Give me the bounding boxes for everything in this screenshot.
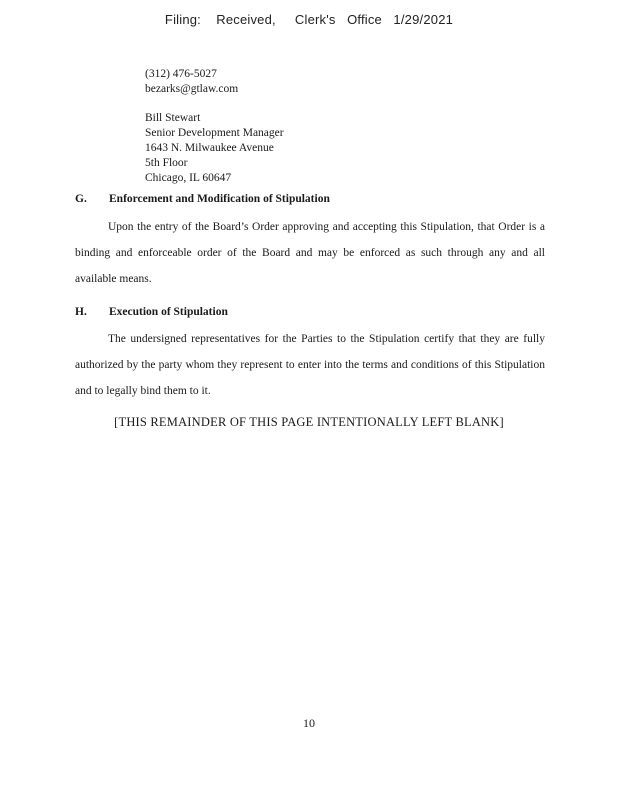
contact-title: Senior Development Manager: [145, 127, 284, 139]
page-number: 10: [303, 716, 315, 730]
intentionally-blank-notice: [THIS REMAINDER OF THIS PAGE INTENTIONALLY LEFT BLANK]: [114, 415, 504, 429]
contact-block-phone-email: [145, 67, 238, 97]
section-h-paragraph: [75, 326, 545, 404]
contact-name: Bill Stewart: [145, 112, 201, 124]
section-g-letter: G.: [75, 193, 87, 205]
contact-city: Chicago, IL 60647: [145, 172, 232, 184]
filing-stamp: Filing: Received, Clerk's Office 1/29/2021: [164, 12, 454, 27]
section-g-paragraph: [75, 214, 545, 292]
contact-email: bezarks@gtlaw.com: [145, 83, 239, 95]
contact-block-address: [145, 111, 284, 186]
section-h-body: The undersigned representatives for the Parties to the Stipulation certify that they are fully authorized by the party whom they represent to enter into the terms and conditions of this Stipulation and to legally bind them to it.: [75, 333, 545, 397]
contact-street: 1643 N. Milwaukee Avenue: [145, 142, 274, 154]
section-h-heading: [75, 306, 228, 318]
section-g-body: Upon the entry of the Board’s Order approving and accepting this Stipulation, that Order is a binding and enforceable order of the Board and may be enforced as such through any and all available means.: [75, 221, 545, 285]
section-g-heading: [75, 193, 330, 205]
contact-phone: (312) 476-5027: [145, 68, 217, 80]
section-g-title: Enforcement and Modification of Stipulation: [109, 193, 330, 205]
contact-floor: 5th Floor: [145, 157, 188, 169]
section-h-letter: H.: [75, 306, 87, 318]
section-h-title: Execution of Stipulation: [109, 306, 228, 318]
